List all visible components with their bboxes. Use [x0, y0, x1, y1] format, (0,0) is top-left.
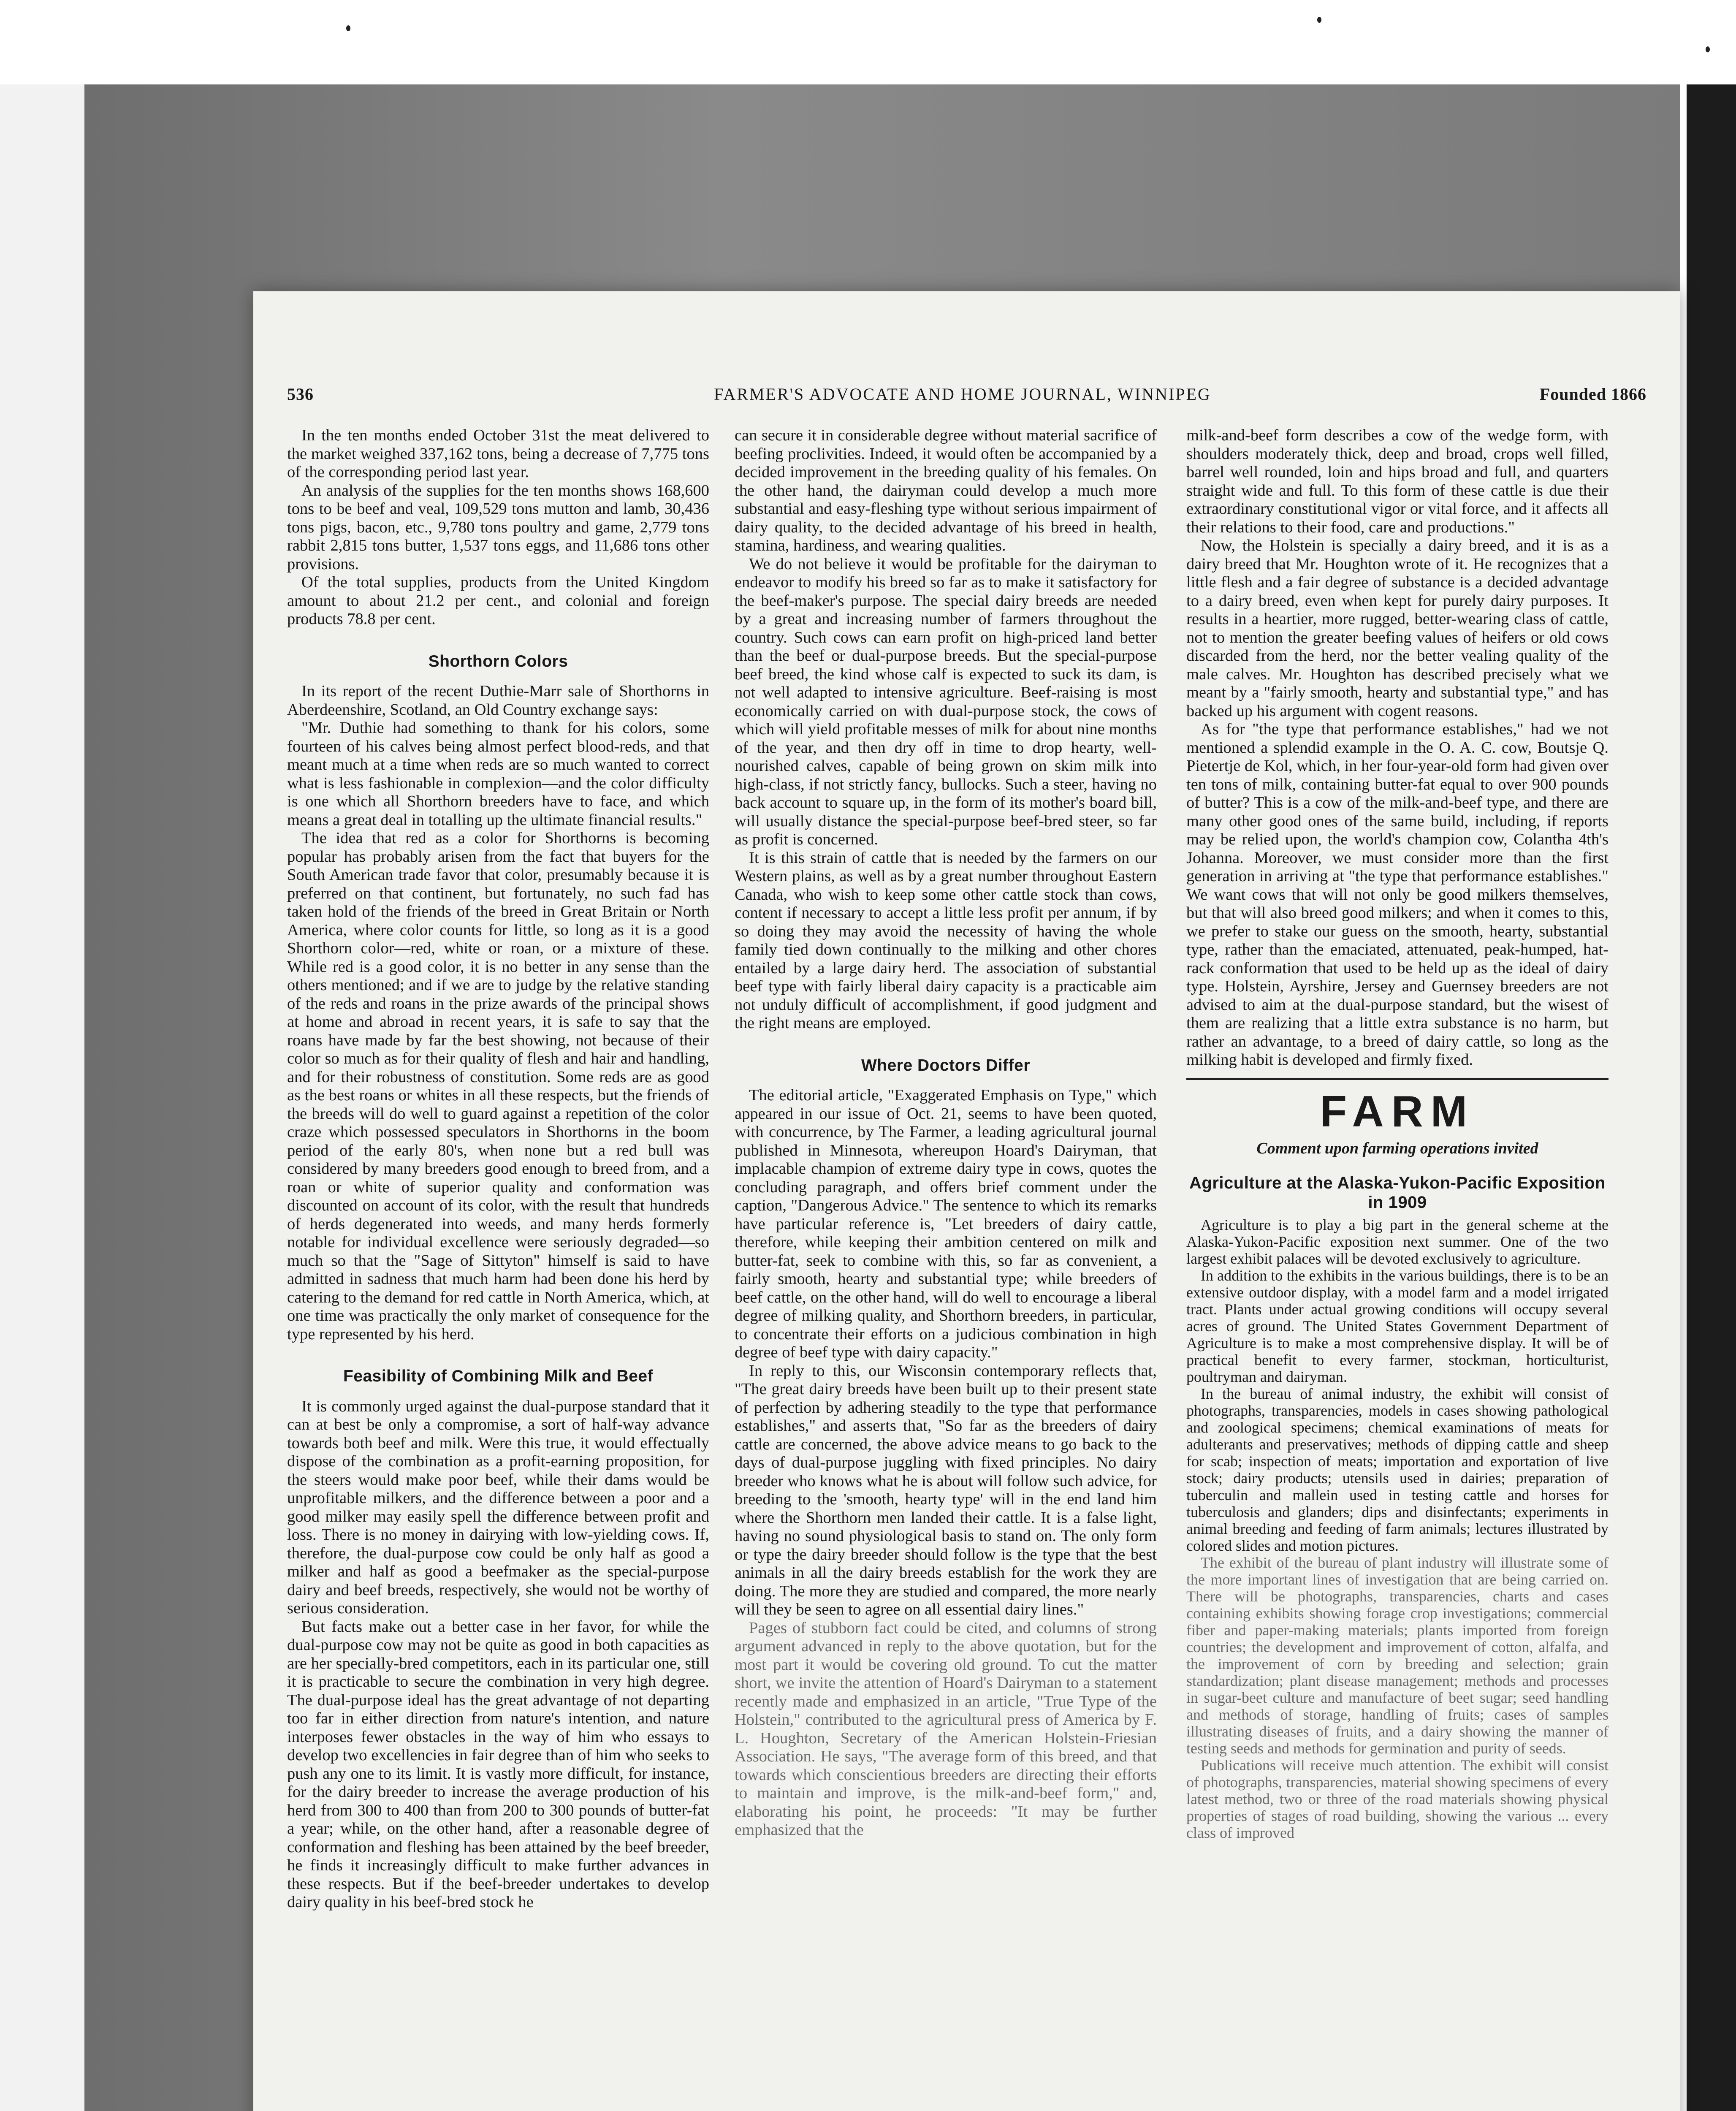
- paragraph: In the ten months ended October 31st the meat delivered to the market weighed 337,162 tons, being a decrease of 7,775 tons of the corresponding period last year.: [287, 426, 709, 481]
- paragraph: milk-and-beef form describes a cow of the wedge form, with shoulders moderately thick, deep and broad, crops well filled, barrel well rounded, loin and hips broad and full, and quarters straight wide and full. To this form of these cattle is due their extraordinary constitutional vigor or vital force, and it affects all their relations to their food, care and productions.": [1186, 426, 1609, 536]
- article-heading: Feasibility of Combining Milk and Beef: [343, 1367, 654, 1385]
- paragraph: The idea that red as a color for Shorthorns is becoming popular has probably arisen from the fact that buyers for the South American trade favor that color, presumably because it is preferred on that continent, but fortunately, no such fad has taken hold of the friends of the breed in Great Britain or North America, where color counts for little, so long as it is a good Shorthorn color—red, white or roan, or a mixture of these. While red is a good color, it is no better in any sense than the others mentioned; and if we are to judge by the relative standing of the reds and roans in the prize awards of the principal shows at home and abroad in recent years, it is safe to say that the roans have made by far the best showing, not because of their color so much as for their quality of flesh and hair and handling, and for their robustness of constitution. Some reds are as good as the best roans or whites in all these respects, but the friends of the breeds will do well to guard against a repetition of the color craze which possessed speculators in Shorthorns in the boom period of the early 80's, when none but a red bull was considered by many breeders good enough to breed from, and a roan or white of superior quality and conformation was discounted on account of its color, with the result that hundreds of herds degenerated into weeds, and many herds formerly notable for individual excellence were seriously degraded—so much so that the "Sage of Sittyton" himself is said to have admitted in sadness that much harm had been done his herd by catering to the demand for red cattle in North America, which, at one time was practically the only market of consequence for the type represented by his herd.: [287, 829, 709, 1343]
- paragraph: Publications will receive much attention. The exhibit will consist of photographs, transparencies, material showing specimens of every latest method, two or three of the road materials showing physical properties of stages of road building, showing the various ... every class of improved: [1186, 1756, 1609, 1841]
- article-heading: Agriculture at the Alaska-Yukon-Pacific Exposition in 1909: [1189, 1173, 1606, 1212]
- paragraph: The editorial article, "Exaggerated Emphasis on Type," which appeared in our issue of Oct. 21, seems to have been quoted, with concurrence, by The Farmer, a leading agricultural journal published in Minnesota, whereupon Hoard's Dairyman, that implacable champion of extreme dairy type in cows, quotes the concluding paragraph, and offers brief comment under the caption, "Dangerous Advice." The sentence to which its remarks have particular reference is, "Let breeders of dairy cattle, therefore, while keeping their ambition centered on milk and butter-fat, seek to combine with this, so far as convenient, a fairly smooth, hearty and substantial type; while breeders of beef cattle, on the other hand, will do well to encourage a liberal degree of milking quality, and Shorthorn breeders, in particular, to concentrate their efforts on a judicious combination in high degree of beef type with dairy capacity.": [735, 1086, 1157, 1361]
- paragraph: The exhibit of the bureau of plant industry will illustrate some of the more important lines of investigation that are being carried on. There will be photographs, transparencies, charts and cases containing exhibits showing forage crop investigations; commercial fiber and paper-making materials; plants imported from foreign countries; the development and improvement of cotton, alfalfa, and the improvement of corn by breeding and selection; grain standardization; plant disease management; methods and processes in sugar-beet culture and manufacture of beet sugar; seed handling and methods of storage, handling of fruits; cases of samples illustrating diseases of fruits, and a dairy showing the manner of testing seeds and methods for germination and purity of seeds.: [1186, 1554, 1609, 1757]
- paragraph: In its report of the recent Duthie-Marr sale of Shorthorns in Aberdeenshire, Scotland, an Old Country exchange says:: [287, 682, 709, 719]
- paragraph: Pages of stubborn fact could be cited, and columns of strong argument advanced in reply to the above quotation, but for the most part it would be covering old ground. To cut the matter short, we invite the attention of Hoard's Dairyman to a statement recently made and emphasized in an article, "True Type of the Holstein," contributed to the agricultural press of America by F. L. Houghton, Secretary of the American Holstein-Friesian Association. He says, "The average form of this breed, and that towards which conscientious breeders are directing their efforts to maintain and improve, is the milk-and-beef form," and, elaborating his point, he proceeds: "It may be further emphasized that the: [735, 1619, 1157, 1839]
- paragraph: "Mr. Duthie had something to thank for his colors, some fourteen of his calves being almost perfect blood-reds, and that meant much at a time when reds are so much wanted to correct what is less fashionable in complexion—and the color difficulty is one which all Shorthorn breeders have to face, and which means a great deal in totalling up the ultimate financial results.": [287, 719, 709, 829]
- page-number: 536: [287, 385, 314, 404]
- article-heading: Where Doctors Differ: [861, 1056, 1031, 1074]
- column-1: [287, 426, 709, 2111]
- film-edge-right: [1687, 84, 1736, 2111]
- paragraph: It is commonly urged against the dual-purpose standard that it can at best be only a compromise, a sort of half-way advance towards both beef and milk. Were this true, it would effectually dispose of the combination as a profit-earning proposition, for the steers would make poor beef, while their dams would be unprofitable milkers, and the difference between a poor and a good milker may easily spell the difference between profit and loss. There is no money in dairying with low-yielding cows. If, therefore, the dual-purpose cow could be only half as good a milker and half as good a beefmaker as the special-purpose dairy and beef breeds, respectively, she would not be worthy of serious consideration.: [287, 1397, 709, 1617]
- section-subtitle: Comment upon farming operations invited: [1256, 1140, 1538, 1157]
- paragraph: Of the total supplies, products from the United Kingdom amount to about 21.2 per cent., and colonial and foreign products 78.8 per cent.: [287, 573, 709, 628]
- paragraph: In the bureau of animal industry, the exhibit will consist of photographs, transparencies, models in cases showing pathological and zoological specimens; chemical examinations of meats for adulterants and preservatives; methods of dipping cattle and sheep for scab; inspection of meats; importation and exportation of live stock; dairy products; utensils used in dairies; preparation of tuberculin and mallein used in testing cattle and horses for tuberculosis and glanders; dips and disinfectants; experiments in animal breeding and feeding of farm animals; lectures illustrated by colored slides and motion pictures.: [1186, 1385, 1609, 1554]
- paragraph: Now, the Holstein is specially a dairy breed, and it is as a dairy breed that Mr. Houghton wrote of it. He recognizes that a little flesh and a fair degree of substance is a decided advantage to a dairy breed, even when kept for purely dairy purposes. It results in a heartier, more rugged, better-wearing class of cattle, not to mention the greater beefing values of heifers or old cows discarded from the herd, nor the better vealing quality of the male calves. Mr. Houghton has described precisely what we meant by a "fairly smooth, hearty and substantial type," and has backed up his argument with cogent reasons.: [1186, 537, 1609, 720]
- paragraph: We do not believe it would be profitable for the dairyman to endeavor to modify his breed so far as to make it satisfactory for the beef-maker's purpose. The special dairy breeds are needed by a great and increasing number of farmers throughout the country. Such cows can earn profit on high-priced land better than the beef or dual-purpose breeds. But the special-purpose beef breed, the kind whose calf is expected to suck its dam, is not well adapted to intensive agriculture. Beef-raising is most economically carried on with dual-purpose stock, the cows of which will yield profitable messes of milk for about nine months of the year, and then dry off in time to drop hearty, well-nourished calves, capable of being grown on skim milk into high-class, if not strictly fancy, bullocks. Such a steer, having no back account to square up, in the form of its mother's board bill, will usually distance the special-purpose beef-bred steer, so far as profit is concerned.: [735, 555, 1157, 848]
- section-rule: [1186, 1078, 1609, 1080]
- film-speck: [346, 25, 350, 31]
- paragraph: It is this strain of cattle that is needed by the farmers on our Western plains, as well as by a great number throughout Eastern Canada, who wish to keep some other cattle stock than cows, content if necessary to accept a little less profit per annum, if by so doing they may avoid the necessity of having the whole family tied down continually to the milking and other chores entailed by a large dairy herd. The association of substantial beef type with fairly liberal dairy capacity is a practicable aim not unduly difficult of accomplishment, if good judgment and the right means are employed.: [735, 849, 1157, 1032]
- paragraph: But facts make out a better case in her favor, for while the dual-purpose cow may not be quite as good in both capacities as are her specially-bred competitors, each in its particular one, still it is practicable to secure the combination in very high degree. The dual-purpose ideal has the great advantage of not departing too far in either direction from nature's intention, and nature interposes fewer obstacles in the way of him who essays to develop two excellencies in fair degree than of him who seeks to push any one to its limit. It is vastly more difficult, for instance, for the dairy breeder to increase the average production of his herd from 300 to 400 than from 200 to 300 pounds of butter-fat a year; while, on the other hand, after a reasonable degree of conformation and fleshing has been attained by the beef breeder, he finds it increasingly difficult to make further advances in these respects. But if the beef-breeder undertakes to develop dairy quality in his beef-bred stock he: [287, 1617, 709, 1911]
- film-speck: [1706, 46, 1710, 52]
- column-2: [735, 426, 1157, 2111]
- column-3: [1186, 426, 1609, 2111]
- running-head: [287, 384, 1646, 414]
- paragraph: In reply to this, our Wisconsin contemporary reflects that, "The great dairy breeds have been built up to their present state of perfection by adhering steadily to the type that performance establishes," and asserts that, "So far as the breeders of dairy cattle are concerned, the above advice means to go back to the days of dual-purpose juggling with fixed principles. No dairy breeder who knows what he is about will follow such advice, for breeding to the 'smooth, hearty type' will in the end land him where the Shorthorn men landed their cattle. It is a false light, having no sound physiological basis to stand on. The only form or type the dairy breeder should follow is the type that the best animals in all the dairy breeds establish for the work they are doing. The more they are studied and compared, the more nearly will they be seen to agree on all essential dairy lines.": [735, 1362, 1157, 1618]
- article-heading: Shorthorn Colors: [428, 652, 568, 670]
- film-speck: [1317, 17, 1321, 23]
- section-title: FARM: [1320, 1087, 1475, 1136]
- founded-note: Founded 1866: [1539, 385, 1646, 404]
- paragraph: As for "the type that performance establishes," had we not mentioned a splendid example in the O. A. C. cow, Boutsje Q. Pietertje de Kol, which, in her four-year-old form had given over ten tons of milk, containing butter-fat equal to over 900 pounds of butter? This is a cow of the milk-and-beef type, and there are many other good ones of the same build, including, if reports may be relied upon, the world's champion cow, Colantha 4th's Johanna. Moreover, we must consider more than the first generation in arriving at "the type that performance establishes." We want cows that will not only be good milkers themselves, but that will also breed good milkers; and when it comes to this, we prefer to stake our guess on the smooth, hearty, substantial type, rather than the emaciated, attenuated, peak-humped, hat-rack conformation that used to be held up as the ideal of dairy type. Holstein, Ayrshire, Jersey and Guernsey breeders are not advised to aim at the dual-purpose standard, but the wisest of them are realizing that a little extra substance is no harm, but rather an advantage, to a breed of dairy cattle, so long as the milking habit is developed and firmly fixed.: [1186, 720, 1609, 1069]
- newspaper-page: [253, 291, 1680, 2111]
- paragraph: Agriculture is to play a big part in the general scheme at the Alaska-Yukon-Pacific exposition next summer. One of the two largest exhibit palaces will be devoted exclusively to agriculture.: [1186, 1216, 1609, 1267]
- paragraph: An analysis of the supplies for the ten months shows 168,600 tons to be beef and veal, 109,529 tons mutton and lamb, 30,436 tons pigs, bacon, etc., 9,780 tons poultry and game, 2,779 tons rabbit 2,815 tons butter, 1,537 tons eggs, and 11,686 tons other provisions.: [287, 481, 709, 573]
- paragraph: In addition to the exhibits in the various buildings, there is to be an extensive outdoor display, with a model farm and a model irrigated tract. Plants under actual growing conditions will occupy several acres of ground. The United States Government Department of Agriculture is to make a most comprehensive display. It will be of practical benefit to every farmer, stockman, horticulturist, poultryman and dairyman.: [1186, 1267, 1609, 1385]
- film-margin-top: [0, 0, 1736, 84]
- article-body: [1186, 1216, 1609, 1841]
- paragraph: can secure it in considerable degree without material sacrifice of beefing proclivities. Indeed, it would often be accompanied by a decided improvement in the breeding quality of his females. On the other hand, the dairyman could develop a much more substantial and easy-fleshing type without serious impairment of dairy quality, to the decided advantage of his breed in health, stamina, hardiness, and wearing qualities.: [735, 426, 1157, 554]
- publication-title: FARMER'S ADVOCATE AND HOME JOURNAL, WINNIPEG: [714, 385, 1211, 404]
- film-margin-left: [0, 84, 84, 2111]
